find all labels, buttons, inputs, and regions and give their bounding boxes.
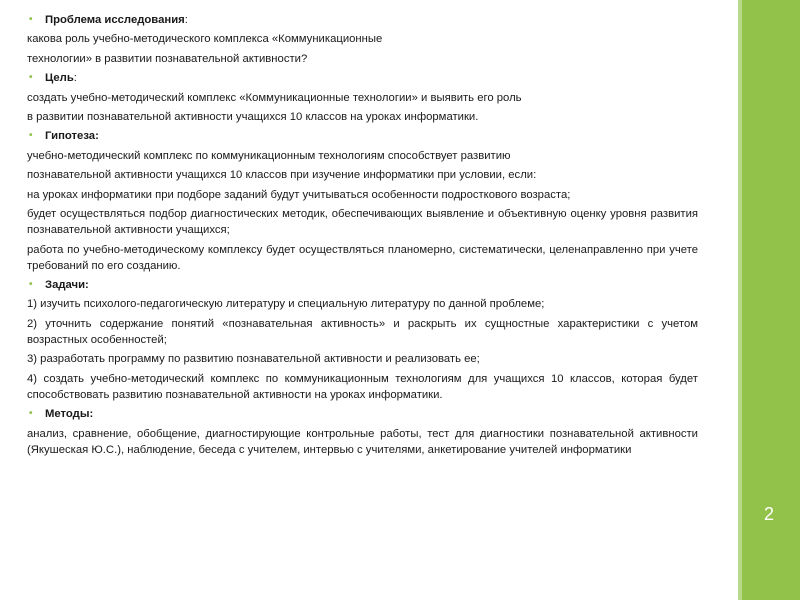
- text-paragraph: анализ, сравнение, обобщение, диагностирующие контрольные работы, тест для диагностики познавательной активности (Якушеская Ю.С.), наблюдение, беседа с учителем, интервью с учителями, анкетирование учителей информатики: [27, 427, 698, 457]
- accent-sidebar: [738, 0, 800, 600]
- heading-suffix: :: [73, 72, 77, 85]
- bullet-icon: •: [29, 279, 33, 291]
- slide-content: [27, 12, 698, 461]
- text-line: на уроках информатики при подборе заданий будут учитываться особенности подросткового возраста;: [27, 188, 571, 201]
- heading-text: Проблема исследования: [45, 14, 185, 26]
- section-heading-hypothesis: [27, 128, 698, 144]
- text-line: создать учебно-методический комплекс «Коммуникационные технологии» и выявить его роль: [27, 91, 522, 104]
- text-line: технологии» в развитии познавательной активности?: [27, 52, 308, 65]
- bullet-icon: •: [29, 408, 33, 420]
- section-heading-tasks: [27, 277, 698, 293]
- section-heading-goal: [27, 70, 698, 86]
- heading-text: Методы:: [45, 408, 94, 421]
- task-item: 1) изучить психолого-педагогическую литературу и специальную литературу по данной проблеме;: [27, 298, 545, 311]
- text-line: учебно-методический комплекс по коммуникационным технологиям способствует развитию: [27, 149, 511, 162]
- section-heading-problem: [27, 12, 698, 28]
- heading-text: Задачи:: [45, 279, 89, 292]
- heading-suffix: :: [184, 14, 188, 26]
- text-line: в развитии познавательной активности учащихся 10 классов на уроках информатики.: [27, 110, 479, 123]
- heading-text: Гипотеза:: [45, 130, 99, 143]
- task-item: 4) создать учебно-методический комплекс по коммуникационным технологиям для учащихся 10 классов, которая будет способствовать развитию познавательной активности на уроках информатики.: [27, 372, 698, 402]
- text-line: какова роль учебно-методического комплекса «Коммуникационные: [27, 33, 383, 46]
- text-line: познавательной активности учащихся 10 классов при изучение информатики при условии, если:: [27, 169, 537, 182]
- bullet-icon: •: [29, 72, 33, 84]
- task-item: 3) разработать программу по развитию познавательной активности и реализовать ее;: [27, 353, 480, 366]
- section-heading-methods: [27, 406, 698, 422]
- heading-text: Цель: [45, 72, 74, 85]
- page-number: 2: [763, 504, 774, 524]
- text-paragraph: работа по учебно-методическому комплексу будет осуществляться планомерно, систематически, целенаправленно при учете требований по его созданию.: [27, 243, 698, 272]
- text-paragraph: будет осуществляться подбор диагностических методик, обеспечивающих выявление и объективную оценку уровня развития познавательной активности учащихся;: [27, 207, 698, 237]
- bullet-icon: •: [29, 14, 33, 25]
- task-item: 2) уточнить содержание понятий «познавательная активность» и раскрыть их сущностные характеристики с учетом возрастных особенностей;: [27, 317, 698, 347]
- bullet-icon: •: [29, 130, 33, 142]
